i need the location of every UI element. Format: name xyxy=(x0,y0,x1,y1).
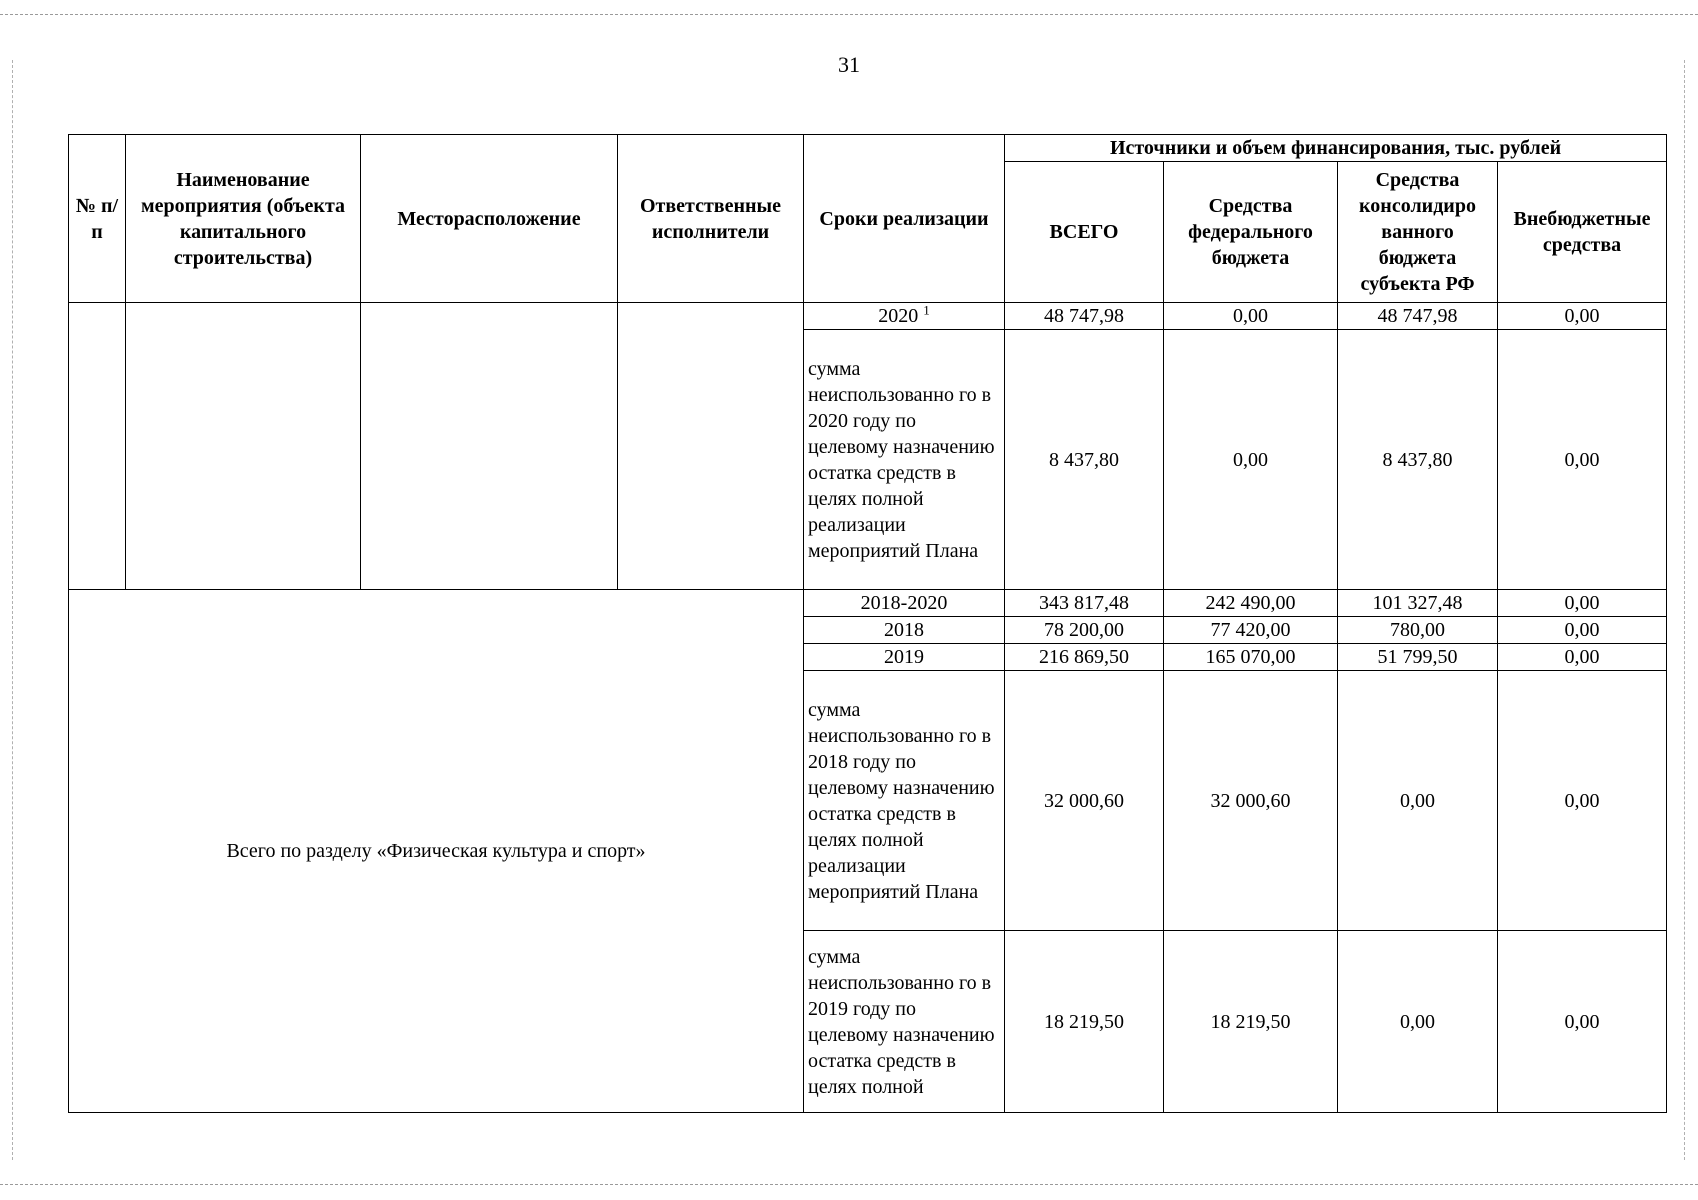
header-federal: Средства федерального бюджета xyxy=(1164,162,1338,303)
term-cell xyxy=(804,303,1005,330)
federal-cell: 0,00 xyxy=(1164,330,1338,590)
consolidated-cell: 0,00 xyxy=(1338,931,1498,1113)
header-number: № п/п xyxy=(69,135,126,303)
consolidated-cell: 0,00 xyxy=(1338,671,1498,931)
total-cell: 18 219,50 xyxy=(1005,931,1164,1113)
term-note-cell: сумма неиспользованно го в 2020 году по целевому назначению остатка средств в целях полной реализации мероприятий Плана xyxy=(804,330,1005,590)
header-location: Месторасположение xyxy=(361,135,618,303)
federal-cell: 242 490,00 xyxy=(1164,590,1338,617)
scan-edge-bottom xyxy=(0,1184,1698,1185)
total-cell: 343 817,48 xyxy=(1005,590,1164,617)
header-executors: Ответственные исполнители xyxy=(618,135,804,303)
header-offbudget: Внебюджетные средства xyxy=(1498,162,1667,303)
offbudget-cell: 0,00 xyxy=(1498,644,1667,671)
total-cell: 78 200,00 xyxy=(1005,617,1164,644)
header-total: ВСЕГО xyxy=(1005,162,1164,303)
funding-table xyxy=(68,134,1667,1113)
consolidated-cell: 780,00 xyxy=(1338,617,1498,644)
federal-cell: 77 420,00 xyxy=(1164,617,1338,644)
term-cell: 2018-2020 xyxy=(804,590,1005,617)
consolidated-cell: 51 799,50 xyxy=(1338,644,1498,671)
page-number: 31 xyxy=(838,52,860,77)
header-consolidated: Средства консолидиро ванного бюджета субъекта РФ xyxy=(1338,162,1498,303)
offbudget-cell: 0,00 xyxy=(1498,303,1667,330)
table-row xyxy=(69,303,1667,330)
cell-executors xyxy=(618,303,804,590)
federal-cell: 0,00 xyxy=(1164,303,1338,330)
offbudget-cell: 0,00 xyxy=(1498,931,1667,1113)
total-cell: 32 000,60 xyxy=(1005,671,1164,931)
total-cell: 8 437,80 xyxy=(1005,330,1164,590)
scan-edge-left xyxy=(12,60,13,1160)
offbudget-cell: 0,00 xyxy=(1498,617,1667,644)
offbudget-cell: 0,00 xyxy=(1498,671,1667,931)
offbudget-cell: 0,00 xyxy=(1498,330,1667,590)
consolidated-cell: 101 327,48 xyxy=(1338,590,1498,617)
footnote-mark: 1 xyxy=(923,302,930,318)
total-cell: 216 869,50 xyxy=(1005,644,1164,671)
consolidated-cell: 48 747,98 xyxy=(1338,303,1498,330)
consolidated-cell: 8 437,80 xyxy=(1338,330,1498,590)
cell-location xyxy=(361,303,618,590)
header-funding-group: Источники и объем финансирования, тыс. рублей xyxy=(1005,135,1667,162)
federal-cell: 165 070,00 xyxy=(1164,644,1338,671)
table-row xyxy=(69,590,1667,617)
term-note-cell: сумма неиспользованно го в 2019 году по целевому назначению остатка средств в целях полной xyxy=(804,931,1005,1113)
section-total-label: Всего по разделу «Физическая культура и спорт» xyxy=(69,590,804,1113)
cell-name xyxy=(126,303,361,590)
federal-cell: 18 219,50 xyxy=(1164,931,1338,1113)
scan-edge-top xyxy=(0,14,1698,15)
scan-edge-right xyxy=(1684,60,1685,1160)
term-cell: 2019 xyxy=(804,644,1005,671)
cell-number xyxy=(69,303,126,590)
term-text: 2020 xyxy=(878,305,919,327)
header-name: Наименование мероприятия (объекта капитального строительства) xyxy=(126,135,361,303)
term-note-cell: сумма неиспользованно го в 2018 году по целевому назначению остатка средств в целях полной реализации мероприятий Плана xyxy=(804,671,1005,931)
offbudget-cell: 0,00 xyxy=(1498,590,1667,617)
header-terms: Сроки реализации xyxy=(804,135,1005,303)
term-cell: 2018 xyxy=(804,617,1005,644)
federal-cell: 32 000,60 xyxy=(1164,671,1338,931)
total-cell: 48 747,98 xyxy=(1005,303,1164,330)
